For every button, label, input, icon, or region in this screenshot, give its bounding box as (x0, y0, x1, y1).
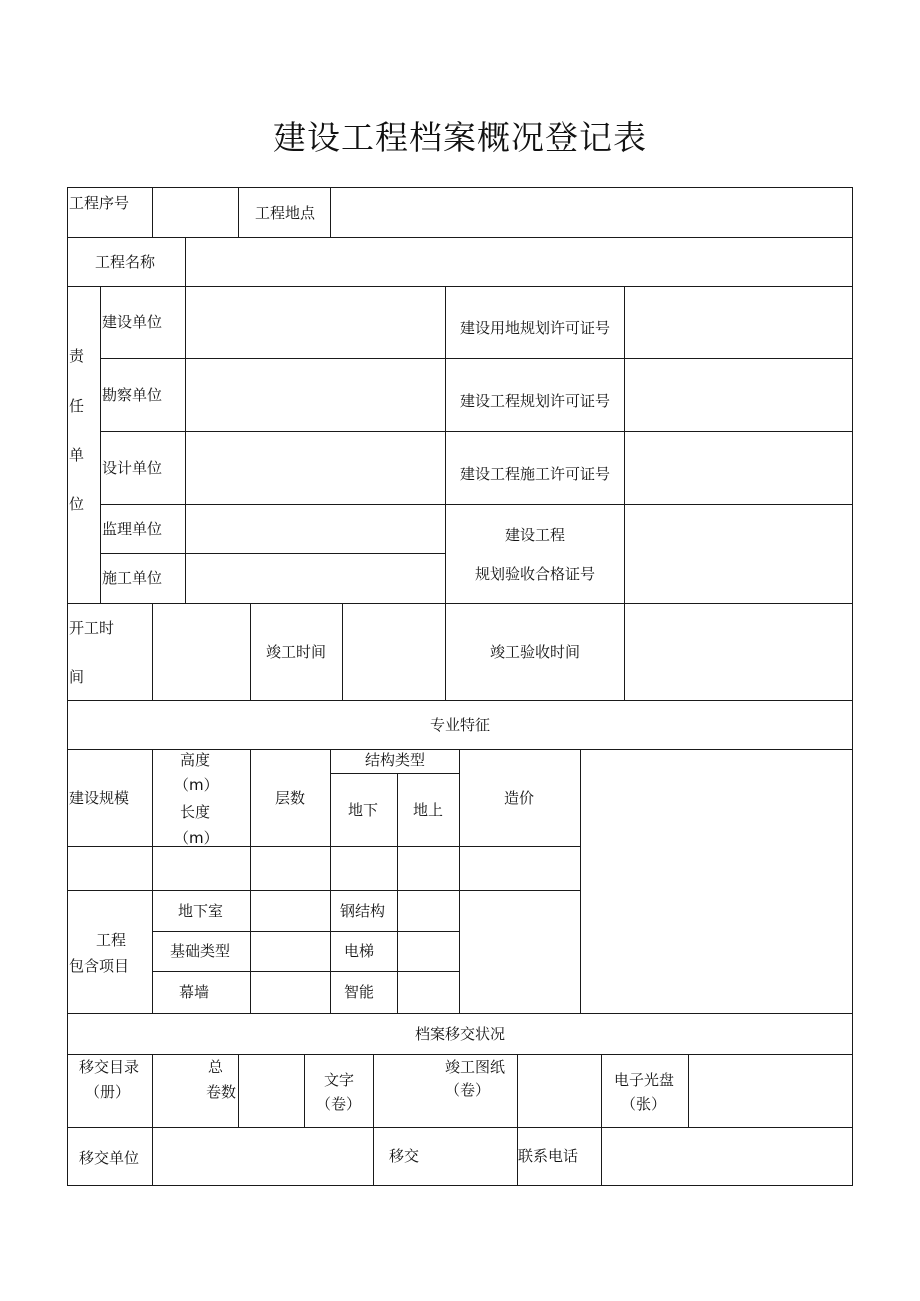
design-unit-label: 设计单位 (102, 459, 163, 477)
grid-line (67, 1013, 853, 1014)
height-label: 高度 (180, 751, 211, 769)
foundation-type-label: 基础类型 (170, 942, 231, 960)
acceptance-cert-label-line1: 建设工程 (504, 526, 565, 544)
transfer-label: 移交 (389, 1147, 420, 1165)
grid-line (100, 358, 853, 359)
elevator-label: 电梯 (344, 942, 375, 960)
page-title: 建设工程档案概况登记表 (273, 118, 647, 157)
grid-line (100, 286, 101, 603)
text-volumes-label-line1: 文字 (324, 1071, 355, 1089)
land-use-permit-label: 建设用地规划许可证号 (459, 319, 610, 337)
grid-line (100, 504, 853, 505)
grid-line (152, 971, 459, 972)
structure-type-label: 结构类型 (364, 751, 425, 769)
length-unit: （m） (174, 829, 219, 847)
grid-line (238, 187, 239, 237)
length-label: 长度 (180, 803, 211, 821)
responsible-char: 单 (69, 446, 85, 464)
steel-structure-label: 钢结构 (340, 902, 386, 920)
grid-line (304, 1054, 305, 1127)
grid-line (330, 773, 459, 774)
grid-line (67, 890, 580, 891)
grid-line (580, 749, 581, 1013)
grid-line (67, 846, 580, 847)
height-unit: （m） (174, 776, 219, 794)
catalog-label-line2: （册） (85, 1083, 131, 1101)
grid-line (342, 603, 343, 700)
grid-line (152, 1054, 153, 1185)
grid-line (67, 1127, 853, 1128)
total-label-line1: 总 (208, 1058, 224, 1076)
grid-line (238, 1054, 239, 1127)
curtain-wall-label: 幕墙 (179, 983, 210, 1001)
responsible-char: 位 (69, 495, 85, 513)
grid-line (152, 931, 459, 932)
specialty-section-title: 专业特征 (429, 716, 490, 734)
grid-line (459, 749, 460, 1013)
contact-phone-label: 联系电话 (518, 1147, 579, 1165)
grid-line (100, 431, 853, 432)
underground-label: 地下 (348, 801, 379, 819)
catalog-label-line1: 移交目录 (79, 1058, 140, 1076)
survey-unit-label: 勘察单位 (102, 386, 163, 404)
grid-line (397, 773, 398, 1013)
grid-line (601, 1054, 602, 1185)
project-name-label: 工程名称 (95, 253, 156, 271)
drawings-label-line2: （卷） (445, 1081, 491, 1099)
floors-label: 层数 (275, 789, 306, 807)
grid-line (100, 553, 445, 554)
builder-unit-label: 施工单位 (102, 569, 163, 587)
smart-label: 智能 (344, 983, 375, 1001)
grid-line (250, 603, 251, 700)
drawings-label-line1: 竣工图纸 (445, 1058, 506, 1076)
acceptance-cert-label-line2: 规划验收合格证号 (474, 565, 595, 583)
basement-label: 地下室 (178, 902, 224, 920)
grid-line (624, 286, 625, 700)
responsible-char: 任 (69, 397, 85, 415)
planning-permit-label: 建设工程规划许可证号 (459, 392, 610, 410)
start-time-label-line2: 间 (69, 668, 85, 686)
aboveground-label: 地上 (413, 801, 444, 819)
construction-unit-label: 建设单位 (102, 313, 163, 331)
total-label-line2: 卷数 (206, 1083, 237, 1101)
scale-label: 建设规模 (69, 789, 130, 807)
project-location-label: 工程地点 (255, 204, 316, 222)
grid-line (250, 749, 251, 1013)
disc-label-line2: （张） (621, 1095, 667, 1113)
responsible-char: 责 (69, 347, 85, 365)
transfer-unit-label: 移交单位 (79, 1149, 140, 1167)
table-border-top (67, 187, 853, 188)
grid-line (152, 749, 153, 1013)
grid-line (688, 1054, 689, 1127)
grid-line (67, 603, 853, 604)
transfer-section-title: 档案移交状况 (414, 1025, 505, 1043)
supervision-unit-label: 监理单位 (102, 520, 163, 538)
completion-time-label: 竣工时间 (266, 643, 327, 661)
grid-line (185, 286, 186, 603)
table-border-bottom (67, 1185, 853, 1186)
cost-label: 造价 (504, 789, 535, 807)
disc-label-line1: 电子光盘 (614, 1071, 675, 1089)
project-number-label: 工程序号 (69, 194, 130, 212)
grid-line (330, 749, 331, 1013)
includes-label-line1: 工程 (96, 931, 127, 949)
grid-line (330, 187, 331, 237)
grid-line (152, 603, 153, 700)
grid-line (67, 1054, 853, 1055)
text-volumes-label-line2: （卷） (316, 1095, 362, 1113)
grid-line (152, 187, 153, 237)
construction-permit-label: 建设工程施工许可证号 (459, 465, 610, 483)
acceptance-time-label: 竣工验收时间 (489, 643, 580, 661)
grid-line (373, 1054, 374, 1185)
grid-line (67, 700, 853, 701)
table-border-right (852, 187, 853, 1186)
start-time-label-line1: 开工时 (69, 619, 115, 637)
grid-line (445, 286, 446, 700)
grid-line (185, 237, 186, 286)
includes-label-line2: 包含项目 (69, 957, 130, 975)
